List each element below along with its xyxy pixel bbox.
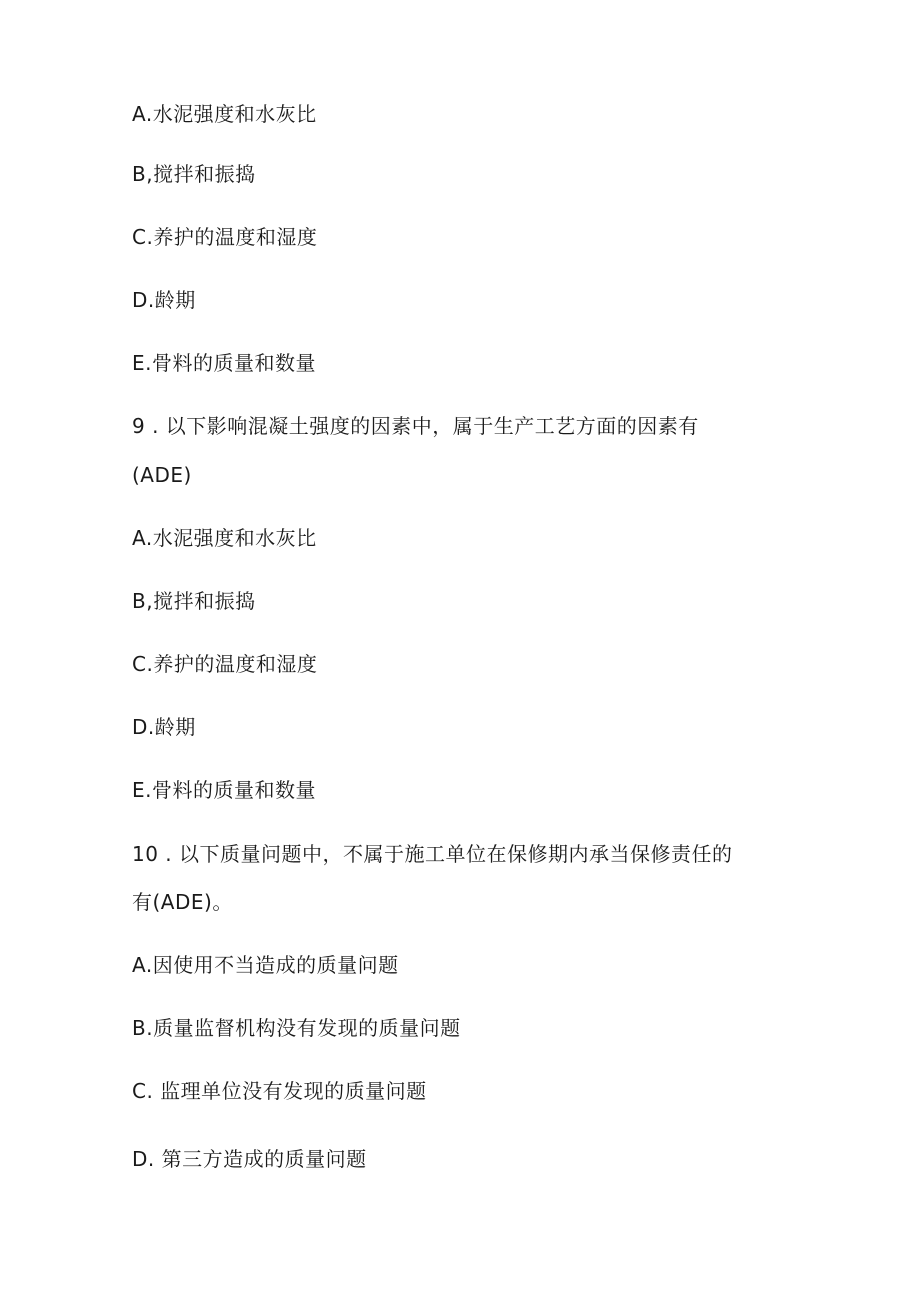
q10-question-text: 10 . 以下质量问题中，不属于施工单位在保修期内承当保修责任的 [132, 842, 733, 866]
q9-option-d: D.龄期 [132, 715, 196, 739]
q10-answer: 有(ADE)。 [132, 890, 233, 914]
q8-option-b: B,搅拌和振捣 [132, 162, 256, 186]
q9-question-text: 9 . 以下影响混凝土强度的因素中，属于生产工艺方面的因素有 [132, 414, 699, 438]
q10-option-c: C. 监理单位没有发现的质量问题 [132, 1079, 427, 1103]
q8-option-d: D.龄期 [132, 288, 196, 312]
q10-option-a: A.因使用不当造成的质量问题 [132, 953, 399, 977]
q9-option-a: A.水泥强度和水灰比 [132, 526, 317, 550]
q9-option-e: E.骨料的质量和数量 [132, 778, 316, 802]
q9-option-b: B,搅拌和振捣 [132, 589, 256, 613]
q9-answer: (ADE) [132, 463, 192, 487]
q10-option-b: B.质量监督机构没有发现的质量问题 [132, 1016, 461, 1040]
q8-option-e: E.骨料的质量和数量 [132, 351, 316, 375]
q9-option-c: C.养护的温度和湿度 [132, 652, 318, 676]
q8-option-a: A.水泥强度和水灰比 [132, 102, 317, 126]
q8-option-c: C.养护的温度和湿度 [132, 225, 318, 249]
q10-option-d: D. 第三方造成的质量问题 [132, 1147, 367, 1171]
